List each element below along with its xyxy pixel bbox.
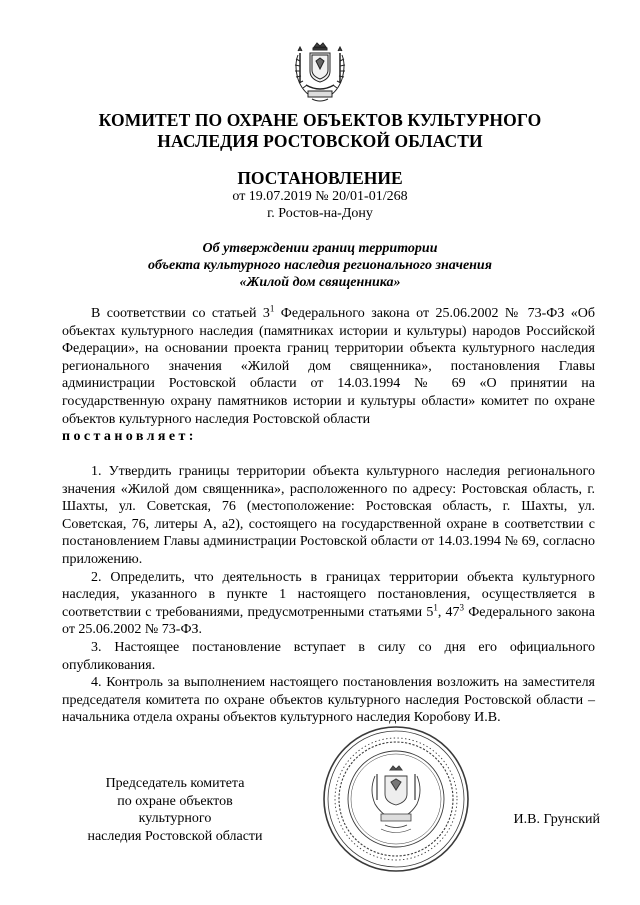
item2-text-3: Федерального закона от 25.06.2002 № 73-ФЗ. <box>62 604 596 638</box>
signatory-position-line1: Председатель комитета <box>105 776 245 791</box>
signatory-position <box>80 775 270 845</box>
organization-name <box>40 110 600 152</box>
item2-superscript-2: 3 <box>459 602 465 613</box>
document-subject <box>40 240 600 291</box>
preamble-text-start: В соответствии со статьей 3 <box>91 306 270 321</box>
item2-superscript-1: 1 <box>433 602 438 613</box>
decree-word: постановляет: <box>62 429 197 445</box>
signatory-position-line3: наследия Ростовской области <box>87 828 263 844</box>
subject-line3: «Жилой дом священника» <box>239 275 401 290</box>
document-date-number: от 19.07.2019 № 20/01-01/268 <box>232 189 408 204</box>
item2-text-1: 2. Определить, что деятельность в границах территории объекта культурного наследия, указанного в пункте 1 настоящего постановления, осуществляется в соответствии с требованиями, предусмотренными статьями 5 <box>62 569 595 620</box>
organization-name-line1: КОМИТЕТ ПО ОХРАНЕ ОБЪЕКТОВ КУЛЬТУРНОГО <box>98 110 542 130</box>
coat-of-arms-icon <box>290 41 350 103</box>
item2-text-2: , 47 <box>437 604 460 620</box>
decree-item-2 <box>62 569 595 639</box>
preamble-superscript: 1 <box>269 303 275 314</box>
signatory-position-line2: по охране объектов культурного <box>117 793 233 827</box>
organization-name-line2: НАСЛЕДИЯ РОСТОВСКОЙ ОБЛАСТИ <box>157 131 483 151</box>
official-seal-stamp <box>321 724 471 874</box>
document-title: ПОСТАНОВЛЕНИЕ <box>237 168 403 188</box>
subject-line2: объекта культурного наследия регионального значения <box>148 258 492 273</box>
decree-item-4: 4. Контроль за выполнением настоящего постановления возложить на заместителя председателя комитета по охране объектов культурного наследия Ростовской области – начальника отдела охраны объектов культурного наследия Коробову И.В. <box>62 675 595 726</box>
document-city: г. Ростов-на-Дону <box>267 206 373 221</box>
subject-line1: Об утверждении границ территории <box>202 241 438 256</box>
preamble-paragraph <box>62 305 595 446</box>
decree-item-1: 1. Утвердить границы территории объекта культурного наследия регионального значения «Жилой дом священника», расположенного по адресу: Ростовская область, г. Шахты, ул. Советская, 76 (местоположение: Ростовская область, г. Шахты, ул. Советская, 76, литеры А, а2), состоящего на государственной охране в соответствии с постановлением Главы администрации Ростовской области от 14.03.1994 № 69, согласно приложению. <box>62 464 595 567</box>
signatory-name: И.В. Грунский <box>513 812 600 827</box>
decree-items <box>62 463 595 727</box>
preamble-text-rest: Федерального закона от 25.06.2002 № 73-ФЗ «Об объектах культурного наследия (памятниках истории и культуры) народов Российской Федерации», на основании проекта границ территории объекта культурного наследия регионального значения «Жилой дом священника», постановления Главы администрации Ростовской области от 14.03.1994 № 69 «О принятии на государственную охрану памятников истории и культуры области» комитет по охране объектов культурного наследия Ростовской области <box>62 306 595 427</box>
decree-item-3: 3. Настоящее постановление вступает в силу со дня его официального опубликования. <box>62 639 595 673</box>
